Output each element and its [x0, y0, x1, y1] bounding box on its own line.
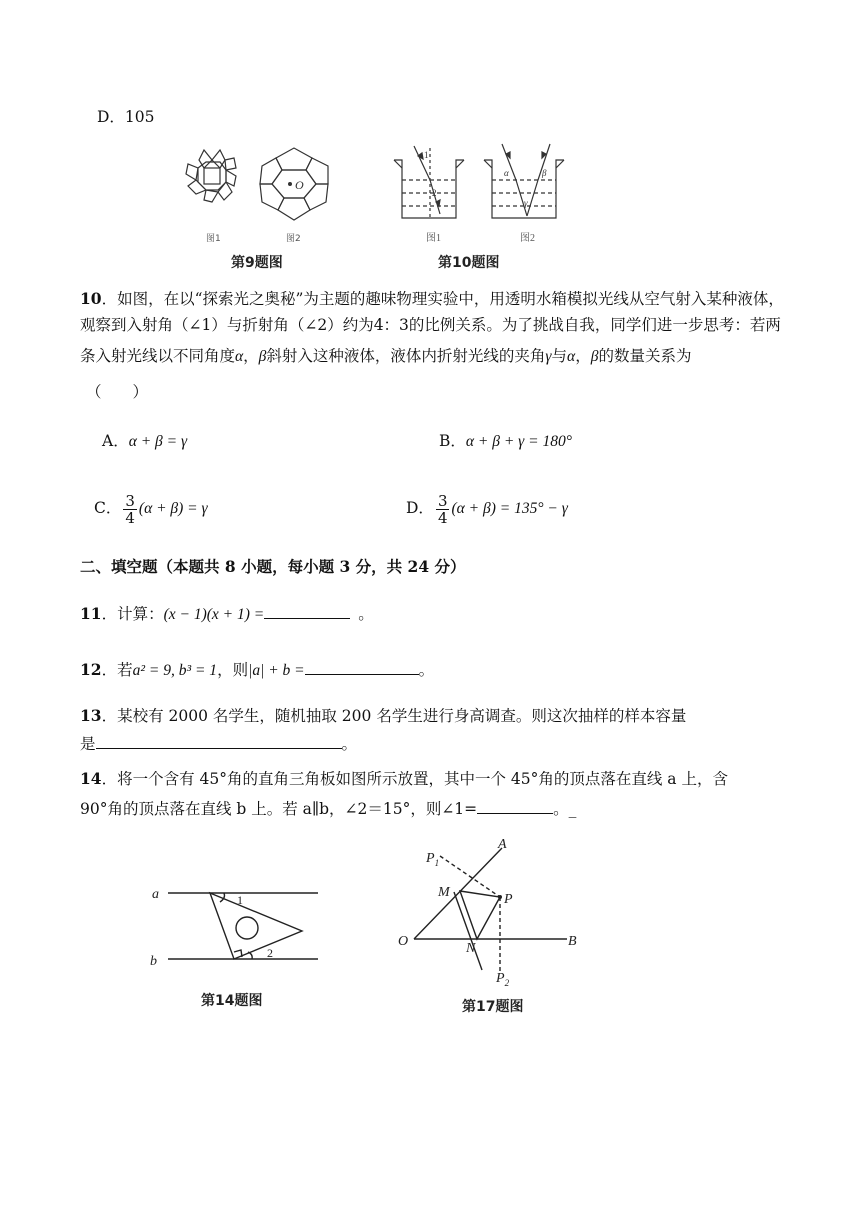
- q10-option-a: [102, 430, 187, 453]
- fig17-label-m: M: [438, 885, 450, 900]
- figure-17: [392, 832, 592, 1002]
- q10-alpha: α: [235, 348, 244, 365]
- q10-opt-a-expr: α + β = γ: [128, 433, 188, 450]
- q10-opt-c-den: 4: [125, 508, 135, 527]
- q10-line3: [80, 345, 691, 368]
- fig14-caption: 第14题图: [201, 993, 263, 1009]
- fig10-image2: [484, 144, 564, 218]
- q10-opt-c-fraction: [123, 493, 137, 526]
- fig17-label-p2: $P_2$: [496, 971, 510, 988]
- q12: [80, 657, 434, 682]
- q12-expr: |a| + b =: [248, 662, 305, 679]
- q13-suffix: 。: [341, 735, 358, 753]
- fig10-image1: [394, 146, 464, 218]
- fig17-label-p: P: [504, 892, 513, 907]
- q9-option-d: D．105: [97, 108, 155, 126]
- section2-heading: 二、填空题（本题共 8 小题，每小题 3 分，共 24 分）: [80, 557, 466, 576]
- q11-number: 11: [80, 604, 102, 623]
- fig9-image2: [260, 148, 328, 220]
- fig14-label-b: b: [150, 954, 157, 969]
- q10-beta2: β: [590, 348, 599, 365]
- fig17-label-b: B: [568, 934, 577, 949]
- q10-beta: β: [258, 348, 267, 365]
- q14-answer-blank[interactable]: [477, 796, 553, 814]
- fig10-label-1: 1: [424, 150, 429, 160]
- fig10-label-gamma: γ: [524, 198, 528, 208]
- q10-text1: ．如图，在以“探索光之奥秘”为主题的趣味物理实验中，用透明水箱模拟光线从空气射入某种液体，: [101, 290, 784, 308]
- q12-mid: ，则: [217, 661, 249, 679]
- q10-line1: [80, 288, 784, 310]
- q12-answer-blank[interactable]: [305, 657, 419, 675]
- q13-text1: ．某校有 2000 名学生，随机抽取 200 名学生进行身高调查。则这次抽样的样本容量: [101, 707, 687, 725]
- fig14-triangle: [210, 893, 302, 959]
- q10-text3b: 斜射入这种液体，液体内折射光线的夹角: [266, 347, 546, 365]
- q10-opt-c-num: 3: [125, 491, 135, 510]
- q10-opt-c-expr: (α + β) = γ: [138, 500, 208, 517]
- q12-prefix: ．若: [101, 661, 133, 679]
- q10-opt-d-fraction: [436, 493, 450, 526]
- fig9-sub2: 图2: [286, 234, 301, 244]
- fig17-caption: 第17题图: [462, 999, 524, 1015]
- q13-number: 13: [80, 706, 102, 725]
- q10-opt-a-label: A．: [102, 432, 129, 450]
- fig9-sub1: 图1: [206, 234, 221, 244]
- q11-prefix: ．计算：: [101, 605, 164, 623]
- q14-line1: [80, 768, 728, 790]
- q10-opt-d-num: 3: [437, 491, 448, 510]
- fig10-caption: 第10题图: [438, 255, 500, 271]
- fig14-label-a: a: [152, 887, 159, 902]
- fig9-image1: [186, 150, 236, 202]
- q10-opt-b-expr: α + β + γ = 180°: [465, 433, 572, 450]
- fig9-caption: 第9题图: [231, 255, 283, 271]
- q10-line2: 观察到入射角（∠1）与折射角（∠2）约为4：3的比例关系。为了挑战自我，同学们进一步思考：若两: [80, 316, 781, 334]
- q13-prefix2: 是: [80, 735, 96, 753]
- q14-text2: 90°角的顶点落在直线 b 上。若 a∥b，∠2＝15°，则∠1=: [80, 800, 478, 818]
- q10-gamma: γ: [545, 348, 552, 365]
- q12-number: 12: [80, 660, 102, 679]
- fig14-angle-2: 2: [267, 946, 273, 960]
- q11: [80, 601, 374, 626]
- fig17-line-P1P2: [454, 892, 482, 970]
- q10-option-c: [94, 488, 208, 529]
- q13-line2: [80, 731, 357, 755]
- q13-answer-blank[interactable]: [96, 731, 342, 749]
- fig17-label-a: A: [498, 837, 507, 852]
- q10-option-d: [406, 488, 568, 529]
- q12-condition: a² = 9, b³ = 1: [132, 662, 218, 679]
- q10-opt-c-label: C．: [94, 499, 122, 517]
- q10-text3c: 与: [551, 347, 568, 365]
- q14-text1: ．将一个含有 45°角的直角三角板如图所示放置，其中一个 45°角的顶点落在直线 a 上，含: [101, 770, 728, 788]
- figure-14: [140, 872, 340, 982]
- fig10-sub1: 图1: [426, 233, 441, 244]
- fig14-angle-1: 1: [237, 893, 243, 907]
- fig14-hole: [236, 917, 258, 939]
- q14-suffix: 。_: [553, 800, 577, 818]
- q10-number: 10: [80, 289, 102, 308]
- q10-text3a: 条入射光线以不同角度: [80, 347, 236, 365]
- q10-text3d: 的数量关系为: [598, 347, 692, 365]
- q10-opt-d-expr: (α + β) = 135° − γ: [451, 500, 568, 517]
- fig17-label-n: N: [466, 941, 476, 956]
- q10-alpha2: α: [567, 348, 576, 365]
- q14-line2: [80, 796, 576, 820]
- q11-suffix: 。: [358, 605, 374, 623]
- fig10-label-2: 2: [432, 188, 437, 198]
- fig10-label-alpha: α: [504, 168, 509, 178]
- fig10-sub2: 图2: [520, 233, 535, 244]
- fig10-label-beta: β: [542, 168, 547, 178]
- fig17-label-p1: $P_1$: [426, 851, 440, 868]
- q10-opt-d-label: D．: [406, 499, 434, 517]
- q10-opt-d-den: 4: [437, 508, 448, 527]
- q11-expr: (x − 1)(x + 1) =: [163, 606, 265, 623]
- q10-comma1: ，: [243, 347, 259, 365]
- figure-10: [392, 140, 572, 250]
- q10-comma2: ，: [575, 347, 591, 365]
- fig17-label-o: O: [398, 934, 409, 949]
- q10-option-b: [439, 430, 572, 453]
- fig9-center-label: O: [295, 178, 304, 192]
- q12-suffix: 。: [418, 661, 435, 679]
- q10-paren: （ ）: [86, 383, 149, 401]
- q11-answer-blank[interactable]: [264, 601, 350, 619]
- q10-opt-b-label: B．: [439, 432, 466, 450]
- q13-line1: [80, 705, 686, 727]
- fig17-triangle-PMN: [460, 891, 500, 939]
- q14-number: 14: [80, 769, 102, 788]
